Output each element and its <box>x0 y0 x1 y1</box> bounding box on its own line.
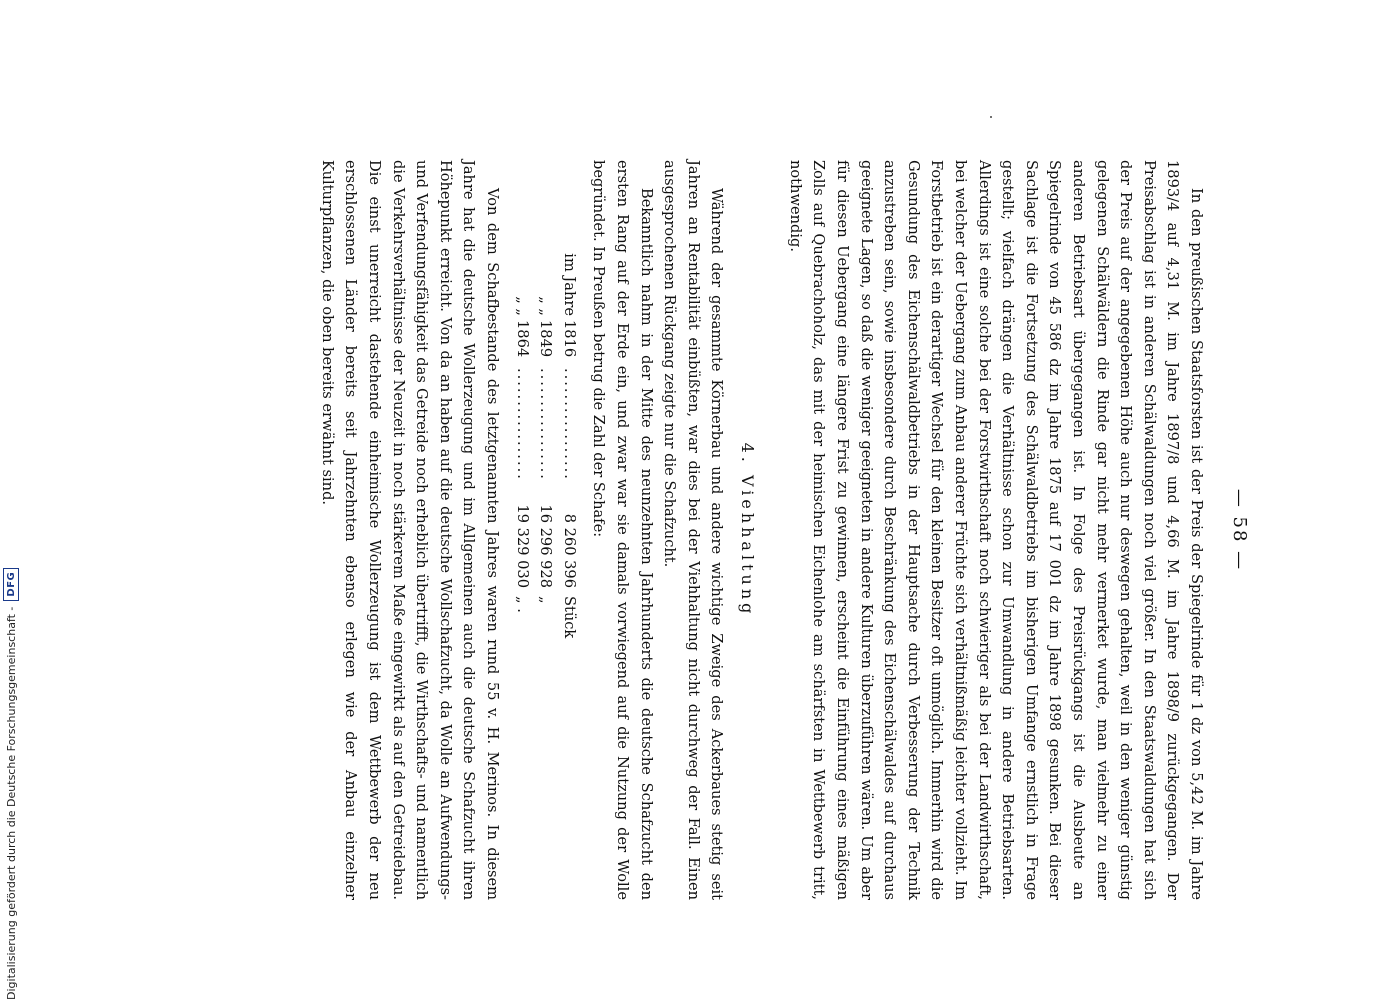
digitization-credit <box>1 0 21 1000</box>
row-leader: ................. <box>537 368 555 481</box>
row-leader: ................. <box>560 368 578 481</box>
section-title-viehhaltung: 4. Viehhaltung <box>738 442 758 618</box>
row-unit: „ <box>537 596 555 604</box>
table-row <box>534 224 558 900</box>
paragraph-viehhaltung-intro: Während der gesammte Körnerbau und andere wichtige Zweige des Ackerbaues stetig seit Jahren an Rentabilität einbüßten, war dies bei der Viehhaltung nicht durchweg der Fall. Einen ausgesprochenen Rückgang zeigte nur die Schafzucht. <box>661 160 726 900</box>
dfg-logo <box>3 568 19 601</box>
row-year: 1864 <box>513 320 531 358</box>
row-label: „ „ <box>513 296 531 316</box>
paragraph-schafzucht: Bekanntlich nahm in der Mitte des neunzehnten Jahrhunderts die deutsche Schafzucht den ersten Rang auf der Erde ein, und zwar war sie damals vorwiegend auf die Nutzung der Wolle begründet. In Preußen betrug die Zahl der Schafe: <box>590 160 655 900</box>
paragraph-spiegelrinde: In den preußischen Staatsforsten ist der Preis der Spiegelrinde für 1 dz von 5,42 M. im Jahre 1893/4 auf 4,31 M. im Jahre 1897/8 und 4,66 M. im Jahre 1898/9 zurückgegangen. Der Preisabschlag ist in anderen Schälwaldungen noch viel größer. In den Staatswaldungen hat sich der Preis auf der angegebenen Höhe auch nur deswegen gehalten, weil in den weniger günstig gelegenen Schälwäldern die Rinde gar nicht mehr vermerket wurde, man vielmehr zu einer anderen Betriebsart übergegangen ist. In Folge des Preisrückgangs ist die Ausbeute an Spiegelrinde von 45 586 dz im Jahre 1875 auf 17 001 dz im Jahre 1898 gesunken. Bei dieser Sachlage ist die Fortsetzung des Schälwaldbetriebs im bisherigen Umfange ernstlich in Frage gestellt; vielfach drängen die Verhältnisse schon zur Umwandlung in andere Betriebsarten. Allerdings ist eine solche bei der Forstwirthschaft noch schwieriger als bei der Landwirthschaft, bei welcher der Uebergang zum Anbau anderer Früchte sich verhältnißmäßig leichter vollzieht. Im Forstbetrieb ist ein derartiger Wechsel für den kleinen Besitzer oft unmöglich. Immerhin wird die Gesundung des Eichenschälwaldbetriebs in der Hauptsache durch Verbesserung der Technik anzustreben sein, sowie insbesondere durch Beschränkung des Eichenschälwaldes auf durchaus geeignete Lagen, so daß die weniger geeigneten in andere Kulturen überzuführen wären. Um aber für diesen Uebergang eine längere Frist zu gewinnen, erscheint die Einführung eines mäßigen Zolls auf Quebrachoholz, das mit der heimischen Eichenlohe am schärfsten in Wettbewerb tritt, nothwendig. <box>786 160 1205 900</box>
row-label: im Jahre <box>560 253 578 316</box>
paragraph-merinos: Von dem Schafbestande des letztgenannten Jahres waren rund 55 v. H. Merinos. In diesem Jahre hat die deutsche Wollerzeugung und im Allgemeinen auch die deutsche Schafzucht ihren Höhepunkt erreicht. Von da an haben auf die deutsche Wollschafzucht, da Wolle an Aufwendungs- und Verfendungsfähigkeit das Getreide noch erheblich übertrifft, die Wirthschafts- und namentlich die Verkehrsverhältnisse der Neuzeit in noch stärkerem Maße eingewirkt als auf den Getreidebau. Die einst unerreicht dastehende einheimische Wollerzeugung ist dem Wettbewerb der neu erschlossenen Länder bereits seit Jahrzehnten ebenso erlegen wie der Anbau einzelner Kulturpflanzen, die oben bereits erwähnt sind. <box>318 160 501 900</box>
table-row <box>510 224 534 900</box>
row-unit: „ . <box>513 596 531 613</box>
document-page <box>100 160 1250 900</box>
row-leader: ................. <box>513 368 531 481</box>
dfg-logo-text: DFG <box>5 571 17 597</box>
scan-speck <box>990 116 992 118</box>
sheep-count-table <box>510 224 581 900</box>
row-unit: Stück <box>560 596 578 639</box>
page-number: — 58 — <box>1229 488 1250 572</box>
row-value: 8 260 396 <box>560 513 578 588</box>
row-value: 19 329 030 <box>513 504 531 588</box>
row-year: 1849 <box>537 320 555 358</box>
table-row <box>557 224 581 900</box>
row-value: 16 296 928 <box>537 504 555 588</box>
row-label: „ „ <box>537 296 555 316</box>
row-year: 1816 <box>560 320 578 358</box>
credit-text: Digitalisierung gefördert durch die Deutsche Forschungsgemeinschaft - <box>4 606 18 1000</box>
